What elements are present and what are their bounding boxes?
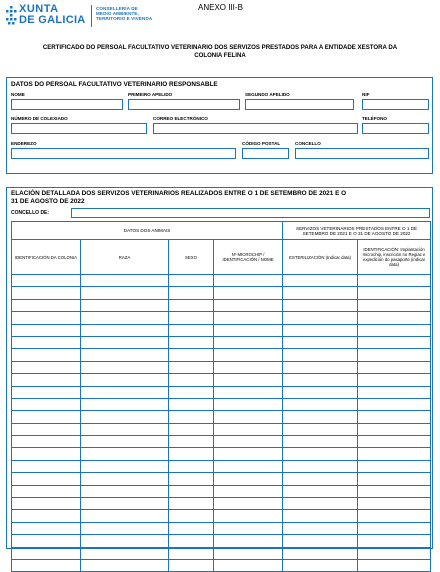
telefono-field[interactable] <box>362 123 429 134</box>
nif-field[interactable] <box>362 99 429 110</box>
table-cell[interactable] <box>81 324 169 336</box>
table-row <box>12 336 431 348</box>
table-row <box>12 324 431 336</box>
table-cell[interactable] <box>283 275 358 287</box>
table-cell[interactable] <box>12 510 81 522</box>
services-table <box>11 221 431 572</box>
table-cell[interactable] <box>214 386 283 398</box>
table-cell[interactable] <box>283 522 358 534</box>
concello-label: CONCELLO <box>295 141 321 146</box>
table-row <box>12 559 431 571</box>
table-cell[interactable] <box>81 448 169 460</box>
table-cell[interactable] <box>12 312 81 324</box>
col-header-raza: RAZA <box>81 240 169 275</box>
table-cell[interactable] <box>214 522 283 534</box>
table-cell[interactable] <box>169 423 214 435</box>
table-cell[interactable] <box>12 559 81 571</box>
table-cell[interactable] <box>169 299 214 311</box>
table-cell[interactable] <box>81 460 169 472</box>
table-cell[interactable] <box>214 473 283 485</box>
table-row <box>12 473 431 485</box>
table-cell[interactable] <box>12 411 81 423</box>
table-cell[interactable] <box>12 522 81 534</box>
table-cell[interactable] <box>358 312 431 324</box>
table-cell[interactable] <box>169 535 214 547</box>
table-cell[interactable] <box>283 411 358 423</box>
table-cell[interactable] <box>358 374 431 386</box>
table-cell[interactable] <box>283 498 358 510</box>
table-cell[interactable] <box>169 312 214 324</box>
table-cell[interactable] <box>283 547 358 559</box>
table-cell[interactable] <box>283 361 358 373</box>
table-cell[interactable] <box>12 460 81 472</box>
table-cell[interactable] <box>12 374 81 386</box>
table-cell[interactable] <box>283 299 358 311</box>
table-cell[interactable] <box>169 510 214 522</box>
table-cell[interactable] <box>214 448 283 460</box>
table-cell[interactable] <box>358 485 431 497</box>
table-row <box>12 398 431 410</box>
table-cell[interactable] <box>12 473 81 485</box>
table-cell[interactable] <box>12 498 81 510</box>
table-cell[interactable] <box>81 411 169 423</box>
col-header-colonia: IDENTIFICACIÓN DA COLONIA <box>12 240 81 275</box>
table-cell[interactable] <box>283 312 358 324</box>
table-cell[interactable] <box>214 374 283 386</box>
col-header-esterilizacion: ESTERILIZACIÓN (Indicar data) <box>283 240 358 275</box>
table-cell[interactable] <box>81 559 169 571</box>
table-cell[interactable] <box>283 559 358 571</box>
table-cell[interactable] <box>214 275 283 287</box>
table-cell[interactable] <box>214 299 283 311</box>
col-header-microchip: Nº MICROCHIP / IDENTIFICACIÓN / NOME <box>214 240 283 275</box>
table-cell[interactable] <box>214 485 283 497</box>
table-cell[interactable] <box>81 386 169 398</box>
segundo-apelido-field[interactable] <box>245 99 354 110</box>
table-cell[interactable] <box>358 473 431 485</box>
department-name: CONSELLERÍA DE MEDIO AMBIENTE, TERRITORIO E VIVENDA <box>96 6 153 22</box>
table-cell[interactable] <box>81 485 169 497</box>
services-group-header: SERVIZOS VETERINARIOS PRESTADOS ENTRE O 1 DE SETEMBRO DE 2021 E O 31 DE AGOSTO DE 2022 <box>283 222 431 240</box>
codigo-postal-field[interactable] <box>242 148 289 159</box>
table-cell[interactable] <box>81 498 169 510</box>
concello-field[interactable] <box>295 148 429 159</box>
table-cell[interactable] <box>169 460 214 472</box>
table-cell[interactable] <box>358 349 431 361</box>
colexiado-field[interactable] <box>11 123 147 134</box>
table-cell[interactable] <box>12 547 81 559</box>
table-cell[interactable] <box>81 374 169 386</box>
table-cell[interactable] <box>169 473 214 485</box>
table-cell[interactable] <box>283 473 358 485</box>
table-cell[interactable] <box>214 498 283 510</box>
table-cell[interactable] <box>169 448 214 460</box>
codigo-postal-label: CÓDIGO POSTAL <box>242 141 281 146</box>
segundo-apelido-label: SEGUNDO APELIDO <box>245 92 290 97</box>
table-cell[interactable] <box>169 324 214 336</box>
table-cell[interactable] <box>214 324 283 336</box>
table-cell[interactable] <box>169 386 214 398</box>
table-cell[interactable] <box>358 436 431 448</box>
enderezo-field[interactable] <box>11 148 236 159</box>
table-cell[interactable] <box>358 275 431 287</box>
table-cell[interactable] <box>283 287 358 299</box>
table-cell[interactable] <box>214 535 283 547</box>
table-cell[interactable] <box>81 535 169 547</box>
table-cell[interactable] <box>214 436 283 448</box>
table-row <box>12 436 431 448</box>
table-cell[interactable] <box>169 547 214 559</box>
table-cell[interactable] <box>81 547 169 559</box>
enderezo-label: ENDEREZO <box>11 141 37 146</box>
table-row <box>12 498 431 510</box>
table-cell[interactable] <box>169 485 214 497</box>
table-cell[interactable] <box>12 436 81 448</box>
telefono-label: TELÉFONO <box>362 116 388 121</box>
table-cell[interactable] <box>169 275 214 287</box>
table-cell[interactable] <box>283 436 358 448</box>
colexiado-label: NÚMERO DE COLEXIADO <box>11 116 68 121</box>
table-cell[interactable] <box>358 460 431 472</box>
animals-group-header: DATOS DOS ANIMAIS <box>12 222 283 240</box>
table-cell[interactable] <box>81 287 169 299</box>
table-row <box>12 460 431 472</box>
table-cell[interactable] <box>81 275 169 287</box>
logo-text-xunta: XUNTA <box>19 3 59 15</box>
primeiro-apelido-field[interactable] <box>128 99 240 110</box>
table-cell[interactable] <box>169 349 214 361</box>
personal-section-title: DATOS DO PERSOAL FACULTATIVO VETERINARIO RESPONSABLE <box>11 81 218 88</box>
table-cell[interactable] <box>12 336 81 348</box>
concello-de-field[interactable] <box>71 208 430 218</box>
table-cell[interactable] <box>214 460 283 472</box>
table-cell[interactable] <box>81 423 169 435</box>
table-cell[interactable] <box>81 398 169 410</box>
table-cell[interactable] <box>358 559 431 571</box>
table-cell[interactable] <box>81 336 169 348</box>
table-cell[interactable] <box>283 485 358 497</box>
table-cell[interactable] <box>283 349 358 361</box>
table-row <box>12 423 431 435</box>
table-cell[interactable] <box>169 559 214 571</box>
table-cell[interactable] <box>81 349 169 361</box>
table-cell[interactable] <box>12 423 81 435</box>
table-row <box>12 411 431 423</box>
header-divider <box>91 5 92 27</box>
annex-label: ANEXO III-B <box>198 3 243 12</box>
nif-label: NIF <box>362 92 370 97</box>
table-cell[interactable] <box>12 287 81 299</box>
table-cell[interactable] <box>169 436 214 448</box>
table-cell[interactable] <box>12 349 81 361</box>
table-cell[interactable] <box>283 374 358 386</box>
services-table-body <box>12 275 431 572</box>
table-cell[interactable] <box>358 522 431 534</box>
table-row <box>12 510 431 522</box>
table-cell[interactable] <box>358 287 431 299</box>
services-section-title: ELACIÓN DETALLADA DOS SERVIZOS VETERINARIOS REALIZADOS ENTRE O 1 DE SETEMBRO DE 2021 E O 31 DE AGOSTO DE 2022 <box>11 190 347 205</box>
table-row <box>12 287 431 299</box>
table-cell[interactable] <box>169 287 214 299</box>
table-cell[interactable] <box>283 336 358 348</box>
table-cell[interactable] <box>81 510 169 522</box>
correo-field[interactable] <box>153 123 358 134</box>
table-row <box>12 275 431 287</box>
correo-label: CORREO ELECTRÓNICO <box>153 116 208 121</box>
table-row <box>12 312 431 324</box>
table-cell[interactable] <box>214 398 283 410</box>
table-row <box>12 448 431 460</box>
table-cell[interactable] <box>12 398 81 410</box>
table-cell[interactable] <box>81 361 169 373</box>
table-row <box>12 299 431 311</box>
table-cell[interactable] <box>358 361 431 373</box>
table-cell[interactable] <box>214 312 283 324</box>
table-cell[interactable] <box>169 498 214 510</box>
table-cell[interactable] <box>214 361 283 373</box>
table-cell[interactable] <box>283 448 358 460</box>
table-cell[interactable] <box>12 535 81 547</box>
table-cell[interactable] <box>169 374 214 386</box>
primeiro-apelido-label: PRIMEIRO APELIDO <box>128 92 173 97</box>
table-cell[interactable] <box>358 411 431 423</box>
table-cell[interactable] <box>169 411 214 423</box>
table-cell[interactable] <box>214 287 283 299</box>
table-cell[interactable] <box>358 498 431 510</box>
table-cell[interactable] <box>12 275 81 287</box>
table-cell[interactable] <box>358 336 431 348</box>
col-header-identificacion: IDENTIFICACIÓN: Implantación microchip, inscrición no Regiac e expedición do pasaporte (indicar data) <box>358 240 431 275</box>
table-cell[interactable] <box>358 535 431 547</box>
table-cell[interactable] <box>12 448 81 460</box>
table-cell[interactable] <box>81 312 169 324</box>
table-cell[interactable] <box>358 398 431 410</box>
table-cell[interactable] <box>358 510 431 522</box>
table-cell[interactable] <box>358 423 431 435</box>
table-cell[interactable] <box>358 547 431 559</box>
table-row <box>12 386 431 398</box>
table-row <box>12 374 431 386</box>
table-cell[interactable] <box>283 398 358 410</box>
table-cell[interactable] <box>169 336 214 348</box>
table-cell[interactable] <box>12 324 81 336</box>
table-cell[interactable] <box>12 299 81 311</box>
col-header-sexo: SEXO <box>169 240 214 275</box>
table-cell[interactable] <box>169 522 214 534</box>
document-title: CERTIFICADO DO PERSOAL FACULTATIVO VETERINARIO DOS SERVIZOS PRESTADOS PARA A ENTIDADE XESTORA DA COLONIA FELINA <box>42 44 398 59</box>
concello-de-label: CONCELLO DE: <box>11 210 50 216</box>
table-cell[interactable] <box>214 423 283 435</box>
table-cell[interactable] <box>283 423 358 435</box>
table-row <box>12 485 431 497</box>
table-cell[interactable] <box>214 510 283 522</box>
table-cell[interactable] <box>12 485 81 497</box>
table-cell[interactable] <box>81 522 169 534</box>
table-cell[interactable] <box>169 398 214 410</box>
table-row <box>12 535 431 547</box>
table-cell[interactable] <box>358 448 431 460</box>
table-cell[interactable] <box>214 547 283 559</box>
table-cell[interactable] <box>214 411 283 423</box>
table-row <box>12 547 431 559</box>
table-cell[interactable] <box>283 460 358 472</box>
nome-label: NOME <box>11 92 25 97</box>
nome-field[interactable] <box>11 99 123 110</box>
table-cell[interactable] <box>81 473 169 485</box>
table-cell[interactable] <box>283 510 358 522</box>
table-cell[interactable] <box>283 324 358 336</box>
table-row <box>12 522 431 534</box>
table-cell[interactable] <box>358 386 431 398</box>
table-cell[interactable] <box>358 299 431 311</box>
table-row <box>12 349 431 361</box>
table-cell[interactable] <box>214 349 283 361</box>
table-row <box>12 361 431 373</box>
table-cell[interactable] <box>214 559 283 571</box>
table-cell[interactable] <box>169 361 214 373</box>
table-cell[interactable] <box>12 386 81 398</box>
table-cell[interactable] <box>81 436 169 448</box>
table-cell[interactable] <box>214 336 283 348</box>
table-cell[interactable] <box>358 324 431 336</box>
logo-text-galicia: DE GALICIA <box>19 14 86 26</box>
table-cell[interactable] <box>283 386 358 398</box>
table-cell[interactable] <box>81 299 169 311</box>
table-cell[interactable] <box>12 361 81 373</box>
table-cell[interactable] <box>283 535 358 547</box>
